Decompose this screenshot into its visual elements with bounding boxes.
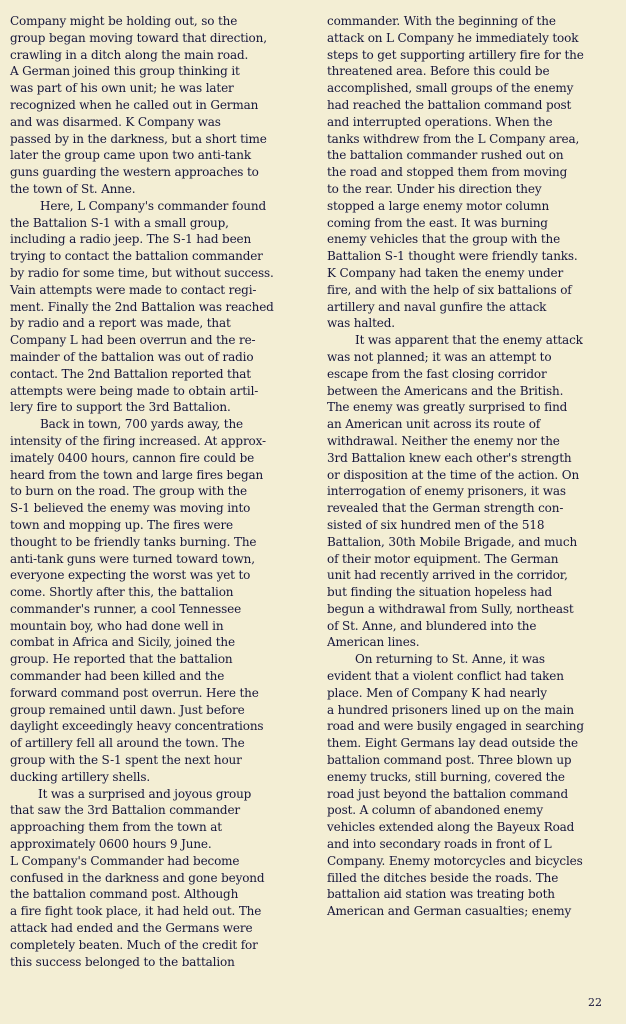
right-paragraph-2: It was apparent that the enemy attack was not planned; it was an attempt to escape from the fast closing corridor between the Americans and the British. The enemy was greatly surprised to find an American unit across its route of withdrawal. Neither the enemy nor the 3rd Battalion knew each other's strength or disposition at the time of the action. On interrogation of enemy prisoners, it was revealed that the German strength con- sisted of six hundred men of the 518 Battalion, 30th Mobile Brigade, and much of their motor equipment. The German unit had recently arrived in the corridor, but finding the situation hopeless had begun a withdrawal from Sully, northeast of St. Anne, and blundered into the American lines. <box>327 333 583 650</box>
left-column <box>10 13 306 970</box>
right-column <box>327 13 616 920</box>
page-number: 22 <box>588 996 602 1009</box>
left-paragraph-1: Company might be holding out, so the group began moving toward that direction, crawling in a ditch along the main road. A German joined this group thinking it was part of his own unit; he was later recognized when he called out in German and was disarmed. K Company was passed by in the darkness, but a short time later the group came upon two anti-tank guns guarding the western approaches to the town of St. Anne. <box>10 14 267 196</box>
left-paragraph-4: It was a surprised and joyous group that saw the 3rd Battalion commander approaching them from the town at approximately 0600 hours 9 June. L Company's Commander had become confused in the darkness and gone beyond the battalion command post. Although a fire fight took place, it had held out. The attack had ended and the Germans were completely beaten. Much of the credit for this success belonged to the battalion <box>10 786 265 969</box>
right-paragraph-1: commander. With the beginning of the attack on L Company he immediately took steps to get supporting artillery fire for the threatened area. Before this could be accomplished, small groups of the enemy had reached the battalion command post and interrupted operations. When the tanks withdrew from the L Company area, the battalion commander rushed out on the road and stopped them from moving to the rear. Under his direction they stopped a large enemy motor column coming from the east. It was burning enemy vehicles that the group with the Battalion S-1 thought were friendly tanks. K Company had taken the enemy under fire, and with the help of six battalions of artillery and naval gunfire the attack was halted. <box>327 14 584 331</box>
right-paragraph-3: On returning to St. Anne, it was evident that a violent conflict had taken place. Men of Company K had nearly a hundred prisoners lined up on the main road and were busily engaged in searching them. Eight Germans lay dead outside the battalion command post. Three blown up enemy trucks, still burning, covered the road just beyond the battalion command post. A column of abandoned enemy vehicles extended along the Bayeux Road and into secondary roads in front of L Company. Enemy motorcycles and bicycles filled the ditches beside the roads. The battalion aid station was treating both American and German casualties; enemy <box>327 652 584 919</box>
left-paragraph-2: Here, L Company's commander found the Battalion S-1 with a small group, including a radio jeep. The S-1 had been trying to contact the battalion commander by radio for some time, but without success. Vain attempts were made to contact regi- ment. Finally the 2nd Battalion was reached by radio and a report was made, that Company L had been overrun and the re- mainder of the battalion was out of radio contact. The 2nd Battalion reported that attempts were being made to obtain artil- lery fire to support the 3rd Battalion. <box>10 198 274 415</box>
left-paragraph-3: Back in town, 700 yards away, the intensity of the firing increased. At approx- imately 0400 hours, cannon fire could be heard from the town and large fires began to burn on the road. The group with the S-1 believed the enemy was moving into town and mopping up. The fires were thought to be friendly tanks burning. The anti-tank guns were turned toward town, everyone expecting the worst was yet to come. Shortly after this, the battalion commander's runner, a cool Tennessee mountain boy, who had done well in combat in Africa and Sicily, joined the group. He reported that the battalion commander had been killed and the forward command post overrun. Here the group remained until dawn. Just before daylight exceedingly heavy concentrations of artillery fell all around the town. The group with the S-1 spent the next hour ducking artillery shells. <box>10 417 266 784</box>
